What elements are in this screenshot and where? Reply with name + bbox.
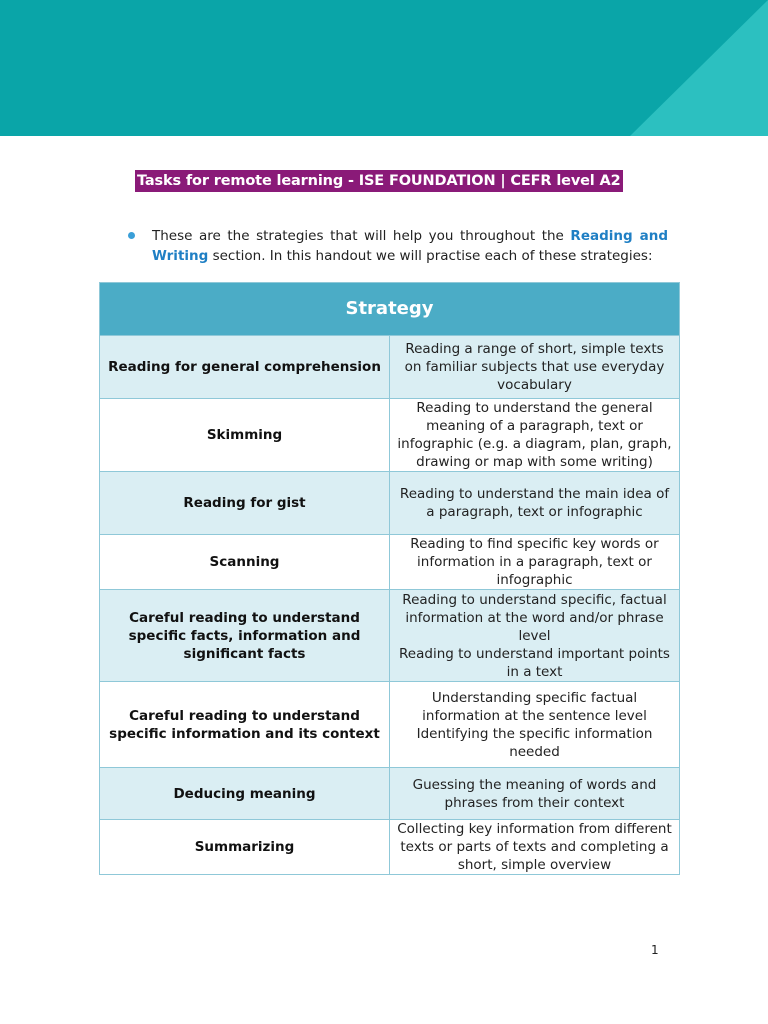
- strategy-description: [390, 590, 680, 682]
- strategy-name: Reading for general comprehension: [100, 336, 390, 399]
- intro-highlight: Reading and Writing: [152, 228, 668, 264]
- strategy-row: [100, 399, 680, 472]
- strategy-row: [100, 590, 680, 682]
- strategy-description: [390, 682, 680, 768]
- header-graphic: [0, 0, 768, 136]
- table-header: Strategy: [100, 283, 680, 336]
- strategy-row: [100, 682, 680, 768]
- strategy-name: Careful reading to understand specific information and its context: [100, 682, 390, 768]
- strategy-row: [100, 535, 680, 590]
- strategy-description-line: Reading to understand the main idea of a paragraph, text or infographic: [399, 486, 670, 520]
- strategy-name: Summarizing: [100, 820, 390, 875]
- intro-prefix: These are the strategies that will help you throughout the: [152, 228, 571, 244]
- table-header-row: [100, 283, 680, 336]
- strategy-description-line: Reading to understand specific, factual information at the word and/or phrase level: [402, 591, 667, 644]
- strategy-description-line: Reading a range of short, simple texts on familiar subjects that use everyday vocabulary: [404, 341, 665, 393]
- strategy-row: [100, 820, 680, 875]
- strategy-name: Deducing meaning: [100, 768, 390, 820]
- strategy-description-line: Collecting key information from different texts or parts of texts and completing a short, simple overview: [397, 821, 672, 873]
- strategy-description: [390, 472, 680, 535]
- strategy-name: Skimming: [100, 399, 390, 472]
- strategy-description: [390, 336, 680, 399]
- strategy-table: [99, 282, 680, 875]
- strategy-description-line: Reading to understand the general meaning of a paragraph, text or infographic (e.g. a diagram, plan, graph, drawing or map with some writing): [397, 400, 672, 470]
- page-number: 1: [651, 943, 659, 957]
- strategy-row: [100, 472, 680, 535]
- bullet-dot-icon: [128, 232, 135, 239]
- strategy-description-line: Understanding specific factual information at the sentence level: [422, 689, 647, 724]
- strategy-table-body: [100, 336, 680, 875]
- strategy-description-line: Reading to understand important points in a text: [399, 645, 670, 680]
- strategy-description: [390, 399, 680, 472]
- strategy-row: [100, 768, 680, 820]
- strategy-name: Careful reading to understand specific facts, information and significant facts: [100, 590, 390, 682]
- strategy-name: Reading for gist: [100, 472, 390, 535]
- page-title: Tasks for remote learning - ISE FOUNDATION | CEFR level A2: [135, 170, 623, 192]
- strategy-description-line: Reading to find specific key words or information in a paragraph, text or infographic: [410, 536, 659, 588]
- strategy-row: [100, 336, 680, 399]
- strategy-description-line: Guessing the meaning of words and phrases from their context: [412, 776, 657, 811]
- strategy-description-line: Identifying the specific information needed: [416, 725, 653, 760]
- header-band: [0, 0, 768, 136]
- intro-text: [152, 226, 668, 266]
- intro-bullet: [128, 226, 668, 266]
- strategy-description: [390, 535, 680, 590]
- strategy-description: [390, 768, 680, 820]
- strategy-description: [390, 820, 680, 875]
- strategy-name: Scanning: [100, 535, 390, 590]
- intro-suffix: section. In this handout we will practise each of these strategies:: [208, 248, 653, 264]
